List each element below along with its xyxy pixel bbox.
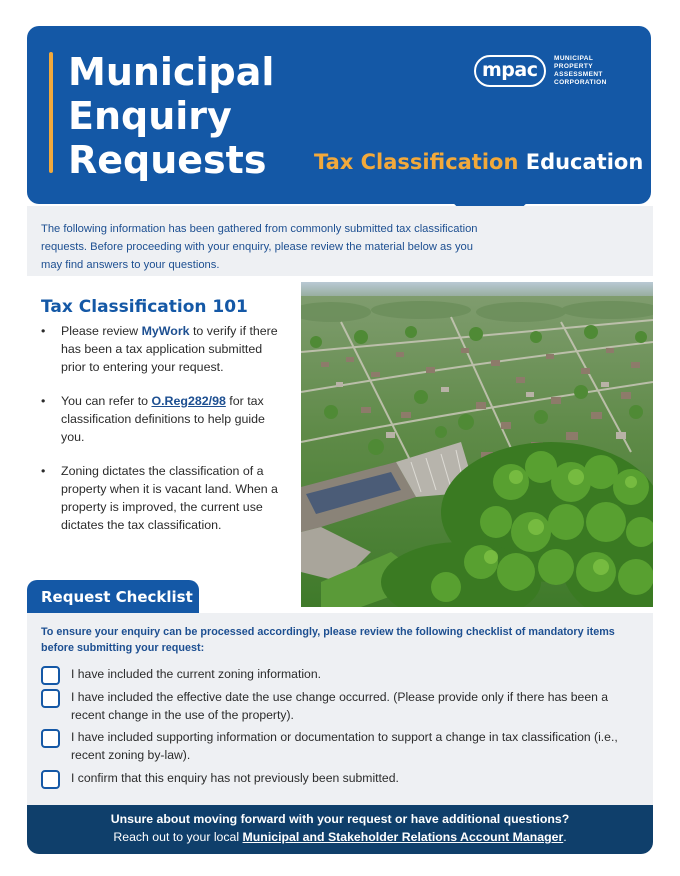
checklist-item-label: I have included the current zoning information. bbox=[71, 667, 321, 681]
accent-bar bbox=[49, 52, 53, 173]
bullet-1-pre: Please review bbox=[61, 324, 142, 338]
checklist-item-label: I confirm that this enquiry has not previously been submitted. bbox=[71, 771, 399, 785]
subtitle-rest: Education bbox=[525, 150, 644, 174]
title-line-3: Requests bbox=[68, 138, 267, 182]
logo-org-line-3: ASSESSMENT bbox=[554, 71, 603, 78]
account-manager-link[interactable]: Municipal and Stakeholder Relations Account Manager bbox=[242, 830, 564, 844]
page-title bbox=[68, 50, 274, 182]
logo-org-line-4: CORPORATION bbox=[554, 79, 607, 86]
tax101-title: Tax Classification 101 bbox=[41, 297, 248, 317]
page-subtitle bbox=[314, 150, 643, 174]
mpac-logo bbox=[474, 55, 624, 91]
intro-band bbox=[27, 206, 653, 276]
title-line-2: Enquiry bbox=[68, 94, 232, 138]
logo-org-name bbox=[554, 55, 607, 87]
bullet-2-post: for tax classification definitions to help guide you. bbox=[61, 394, 265, 444]
checklist-panel bbox=[27, 613, 653, 805]
logo-org-line-1: MUNICIPAL bbox=[554, 55, 594, 62]
checklist-item-label: I have included supporting information or documentation to support a change in tax classification (i.e., recent zoning by-law). bbox=[71, 730, 618, 762]
footer-band bbox=[27, 805, 653, 854]
aerial-neighbourhood-photo bbox=[301, 282, 653, 607]
tax101-bullets bbox=[41, 322, 286, 534]
mywork-link[interactable]: MyWork bbox=[141, 324, 190, 338]
oreg-link[interactable]: O.Reg282/98 bbox=[151, 394, 226, 408]
bullet-2-pre: You can refer to bbox=[61, 394, 152, 408]
title-line-1: Municipal bbox=[68, 50, 275, 94]
tax101-bullet-1 bbox=[41, 322, 286, 376]
footer-contact-pre: Reach out to your local bbox=[113, 830, 243, 844]
intro-text: The following information has been gathered from commonly submitted tax classification requests. Before proceeding with your enquiry, please review the material below as you may find answers to your questions. bbox=[41, 223, 478, 271]
tax101-bullet-2 bbox=[41, 392, 286, 446]
checklist-tab: Request Checklist bbox=[27, 580, 199, 613]
aerial-photo-svg bbox=[301, 282, 653, 607]
checkbox[interactable] bbox=[41, 729, 60, 748]
checklist-item-label: I have included the effective date the use change occurred. (Please provide only if there has been a recent change in the use of the property). bbox=[71, 690, 609, 722]
checklist-intro: To ensure your enquiry can be processed accordingly, please review the following checklist of mandatory items before submitting your request: bbox=[41, 626, 615, 654]
checkbox[interactable] bbox=[41, 770, 60, 789]
footer-contact-post: . bbox=[563, 830, 567, 844]
logo-word: mpac bbox=[482, 59, 538, 81]
checkbox[interactable] bbox=[41, 666, 60, 685]
subtitle-accent: Tax Classification bbox=[314, 150, 519, 174]
footer-contact bbox=[27, 830, 653, 844]
logo-org-line-2: PROPERTY bbox=[554, 63, 593, 70]
checkbox[interactable] bbox=[41, 689, 60, 708]
bullet-1-post: to verify if there has been a tax application submitted prior to entering your request. bbox=[61, 324, 278, 374]
tax101-bullet-3: • Zoning dictates the classification of a property when it is vacant land. When a property is improved, the current use dictates the tax classification. bbox=[41, 462, 286, 534]
footer-question: Unsure about moving forward with your request or have additional questions? bbox=[110, 812, 570, 826]
